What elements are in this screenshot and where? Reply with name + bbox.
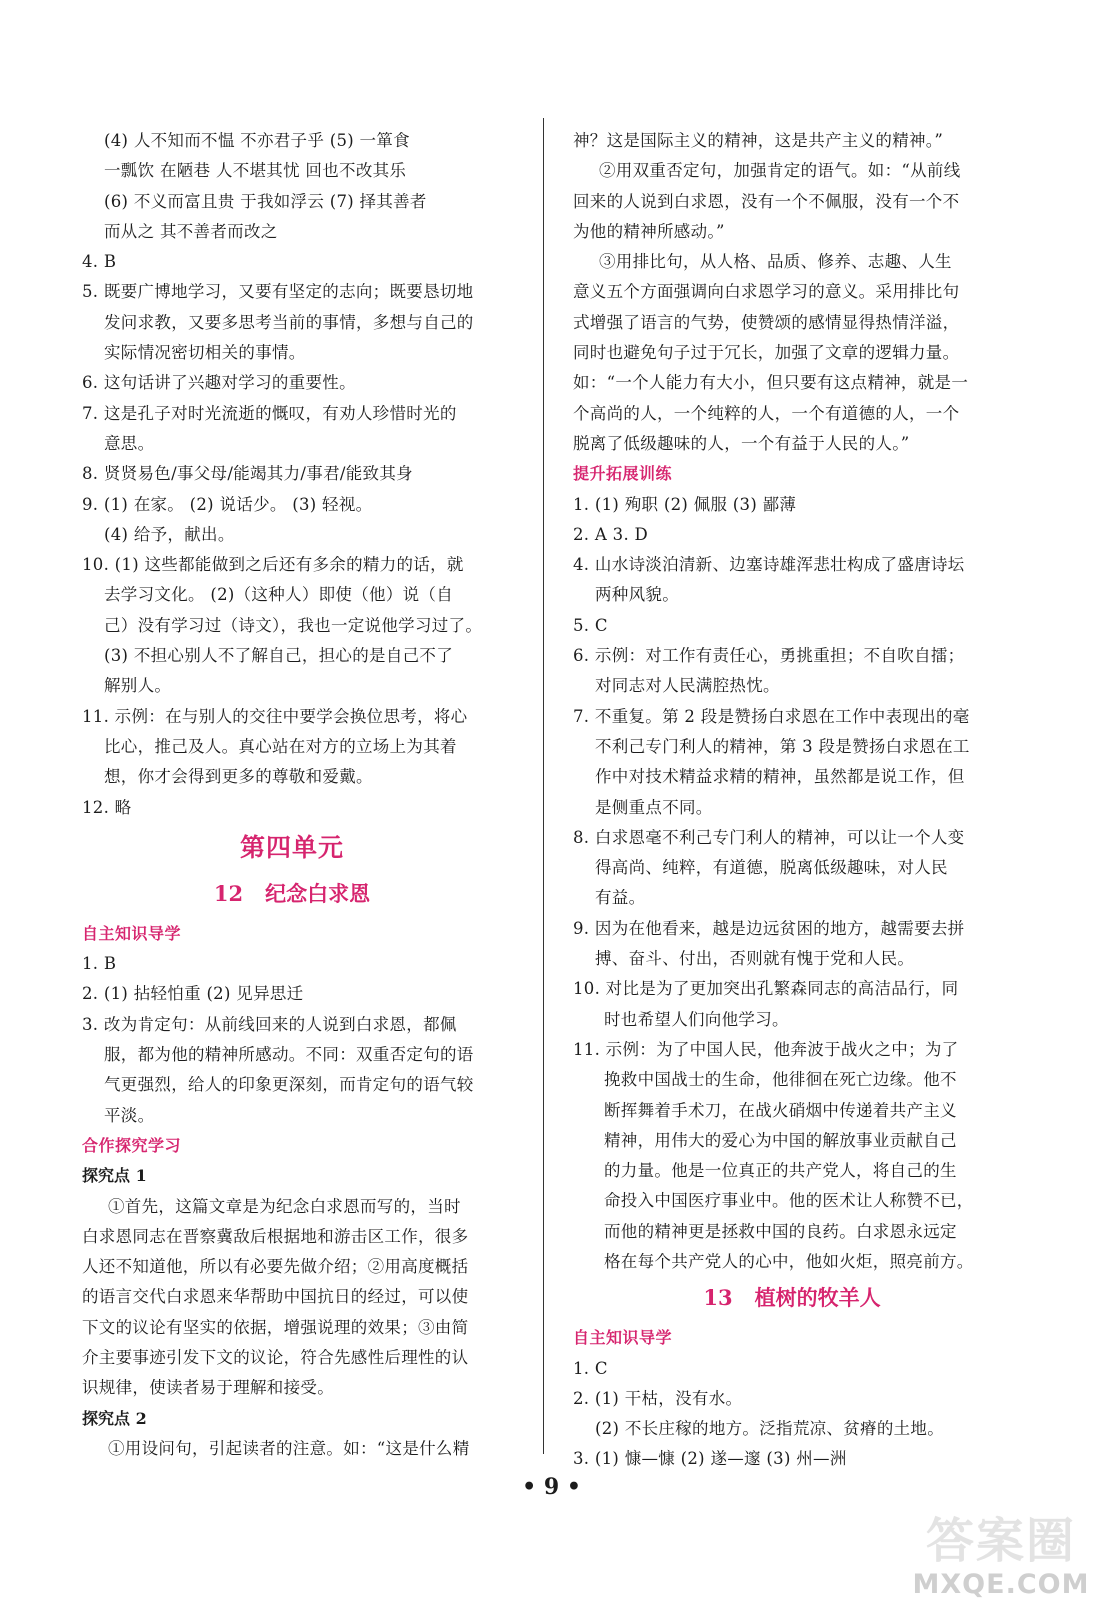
answer-line: 5. 既要广博地学习，又要有坚定的志向；既要恳切地 xyxy=(82,282,474,302)
lesson-heading xyxy=(82,873,502,919)
answer-line: 实际情况密切相关的事情。 xyxy=(104,343,306,363)
answer-line: 己）没有学习过（诗文），我也一定说他学习过了。 xyxy=(104,615,483,635)
answer-line: 6. 示例：对工作有责任心，勇挑重担；不自吹自擂； xyxy=(573,646,965,666)
answer-line: 解别人。 xyxy=(104,676,172,696)
paragraph-line: 神？这是国际主义的精神，这是共产主义的精神。” xyxy=(573,131,944,150)
lesson-title: 植树的牧羊人 xyxy=(754,1285,881,1311)
section-heading: 合作探究学习 xyxy=(82,1135,182,1155)
answer-line: 7. 不重复。第 2 段是赞扬白求恩在工作中表现出的毫 xyxy=(573,706,970,726)
answer-line: 得高尚、纯粹，有道德，脱离低级趣味，对人民 xyxy=(595,858,948,878)
answer-line: 3. (1) 慷—慷 (2) 遂—邃 (3) 州—洲 xyxy=(573,1449,847,1469)
right-column xyxy=(573,126,1011,1475)
answer-line: 7. 这是孔子对时光流逝的慨叹，有劝人珍惜时光的 xyxy=(82,403,457,423)
answer-line: 1. (1) 殉职 (2) 佩服 (3) 鄙薄 xyxy=(573,494,797,514)
answer-line: (6) 不义而富且贵 于我如浮云 (7) 择其善者 xyxy=(104,191,427,211)
answer-line: 的力量。他是一位真正的共产党人，将自己的生 xyxy=(604,1161,957,1181)
paragraph-line: 脱离了低级趣味的人，一个有益于人民的人。” xyxy=(573,433,910,453)
paragraph-line: 下文的议论有坚实的依据，增强说理的效果；③由简 xyxy=(82,1317,469,1337)
answer-line: 时也希望人们向他学习。 xyxy=(604,1009,789,1029)
watermark-logo xyxy=(906,1500,1096,1600)
answer-line: 5. C xyxy=(573,615,608,635)
paragraph-line: 人还不知道他，所以有必要先做介绍；②用高度概括 xyxy=(82,1257,469,1277)
answer-line: 精神，用伟大的爱心为中国的解放事业贡献自己 xyxy=(604,1130,957,1150)
paragraph-line: ①用设问句，引起读者的注意。如：“这是什么精 xyxy=(108,1438,470,1458)
answer-line: 作中对技术精益求精的精神，虽然都是说工作，但 xyxy=(595,767,965,787)
explore-point-heading: 探究点 1 xyxy=(82,1166,147,1186)
column-divider xyxy=(543,118,544,1454)
answer-line: 断挥舞着手术刀，在战火硝烟中传递着共产主义 xyxy=(604,1100,957,1120)
answer-line: 去学习文化。 (2)（这种人）即使（他）说（自 xyxy=(104,585,454,605)
explore-point-heading: 探究点 2 xyxy=(82,1408,147,1428)
answer-line: 1. C xyxy=(573,1358,608,1378)
answer-line: 气更强烈，给人的印象更深刻，而肯定句的语气较 xyxy=(104,1075,474,1095)
answer-line: 两种风貌。 xyxy=(595,585,679,605)
answer-line: 8. 白求恩毫不利己专门利人的精神，可以让一个人变 xyxy=(573,827,965,847)
paragraph-line: ②用双重否定句，加强肯定的语气。如：“从前线 xyxy=(599,161,961,181)
paragraph-line: 白求恩同志在晋察冀敌后根据地和游击区工作，很多 xyxy=(82,1226,469,1246)
paragraph-line: 识规律，使读者易于理解和接受。 xyxy=(82,1378,334,1398)
answer-line: 格在每个共产党人的心中，他如火炬，照亮前方。 xyxy=(604,1251,974,1271)
paragraph-line: 回来的人说到白求恩，没有一个不佩服，没有一个不 xyxy=(573,191,960,211)
answer-line: 10. 对比是为了更加突出孔繁森同志的高洁品行，同 xyxy=(573,979,959,999)
answer-line: 2. A 3. D xyxy=(573,524,649,544)
answer-line: 有益。 xyxy=(595,888,646,908)
paragraph-line: 为他的精神所感动。” xyxy=(573,221,725,241)
paragraph-line: 个高尚的人，一个纯粹的人，一个有道德的人，一个 xyxy=(573,403,960,423)
answer-line: (2) 不长庄稼的地方。泛指荒凉、贫瘠的土地。 xyxy=(595,1419,945,1439)
unit-title: 第四单元 xyxy=(239,832,344,862)
answer-line: 11. 示例：在与别人的交往中要学会换位思考，将心 xyxy=(82,706,468,726)
answer-line: 4. B xyxy=(82,252,117,272)
answer-line: 3. 改为肯定句：从前线回来的人说到白求恩，都佩 xyxy=(82,1014,457,1034)
watermark-logo-text: 答案圈 xyxy=(925,1513,1076,1569)
answer-line: 11. 示例：为了中国人民，他奔波于战火之中；为了 xyxy=(573,1039,959,1059)
answer-line: 8. 贤贤易色/事父母/能竭其力/事君/能致其身 xyxy=(82,464,413,484)
left-column xyxy=(82,126,502,1464)
paragraph-line: ①首先，这篇文章是为纪念白求恩而写的，当时 xyxy=(108,1196,461,1216)
answer-line: 搏、奋斗、付出，否则就有愧于党和人民。 xyxy=(595,949,915,969)
paragraph-line: 介主要事迹引发下文的议论，符合先感性后理性的认 xyxy=(82,1347,469,1367)
answer-line: 10. (1) 这些都能做到之后还有多余的精力的话，就 xyxy=(82,555,464,575)
section-heading: 自主知识导学 xyxy=(82,923,182,943)
answer-line: 服，都为他的精神所感动。不同：双重否定句的语 xyxy=(104,1045,474,1065)
answer-line: 而他的精神更是拯救中国的良药。白求恩永远定 xyxy=(604,1221,957,1241)
answer-line: 1. B xyxy=(82,954,117,974)
answer-line: (4) 人不知而不愠 不亦君子乎 (5) 一箪食 xyxy=(104,131,410,150)
answer-line: 一瓢饮 在陋巷 人不堪其忧 回也不改其乐 xyxy=(104,161,407,181)
section-heading: 提升拓展训练 xyxy=(573,464,673,484)
answer-line: 是侧重点不同。 xyxy=(595,797,713,817)
answer-line: 比心，推己及人。真心站在对方的立场上为其着 xyxy=(104,736,457,756)
page-number: • 9 • xyxy=(522,1474,581,1500)
answer-line: 9. 因为在他看来，越是边远贫困的地方，越需要去拼 xyxy=(573,918,965,938)
section-heading: 自主知识导学 xyxy=(573,1328,673,1348)
answer-line: 命投入中国医疗事业中。他的医术让人称赞不已， xyxy=(604,1191,974,1211)
answer-line: 6. 这句话讲了兴趣对学习的重要性。 xyxy=(82,373,356,393)
answer-line: (4) 给予，献出。 xyxy=(104,524,235,544)
lesson-number: 13 xyxy=(703,1285,733,1311)
paragraph-line: 同时也避免句子过于冗长，加强了文章的逻辑力量。 xyxy=(573,343,960,363)
answer-line: 对同志对人民满腔热忱。 xyxy=(595,676,780,696)
answer-line: 4. 山水诗淡泊清新、边塞诗雄浑悲壮构成了盛唐诗坛 xyxy=(573,555,965,575)
paragraph-line: 式增强了语言的气势，使赞颂的感情显得热情洋溢， xyxy=(573,312,960,332)
watermark-text: MXQE.COM xyxy=(912,1569,1090,1600)
answer-line: 发问求教，又要多思考当前的事情，多想与自己的 xyxy=(104,312,474,332)
lesson-number: 12 xyxy=(213,880,244,906)
answer-line: 想，你才会得到更多的尊敬和爱戴。 xyxy=(104,767,373,787)
paragraph-line: 的语言交代白求恩来华帮助中国抗日的经过，可以使 xyxy=(82,1287,469,1307)
answer-line: 挽救中国战士的生命，他徘徊在死亡边缘。他不 xyxy=(604,1070,957,1090)
paragraph-line: ③用排比句，从人格、品质、修养、志趣、人生 xyxy=(599,252,952,272)
answer-line: 而从之 其不善者而改之 xyxy=(104,221,278,241)
answer-line: 2. (1) 干枯，没有水。 xyxy=(573,1388,743,1408)
answer-line: 12. 略 xyxy=(82,797,132,817)
answer-line: 2. (1) 拈轻怕重 (2) 见异思迁 xyxy=(82,984,304,1004)
lesson-heading xyxy=(573,1277,1011,1323)
paragraph-line: 如：“一个人能力有大小，但只要有这点精神，就是一 xyxy=(573,373,969,393)
paragraph-line: 意义五个方面强调向白求恩学习的意义。采用排比句 xyxy=(573,282,960,302)
lesson-title: 纪念白求恩 xyxy=(265,880,371,906)
answer-line: 9. (1) 在家。 (2) 说话少。 (3) 轻视。 xyxy=(82,494,373,514)
answer-line: 平淡。 xyxy=(104,1105,155,1125)
answer-line: 不利己专门利人的精神，第 3 段是赞扬白求恩在工 xyxy=(595,736,970,756)
answer-line: 意思。 xyxy=(104,433,155,453)
answer-line: (3) 不担心别人不了解自己，担心的是自己不了 xyxy=(104,646,454,666)
